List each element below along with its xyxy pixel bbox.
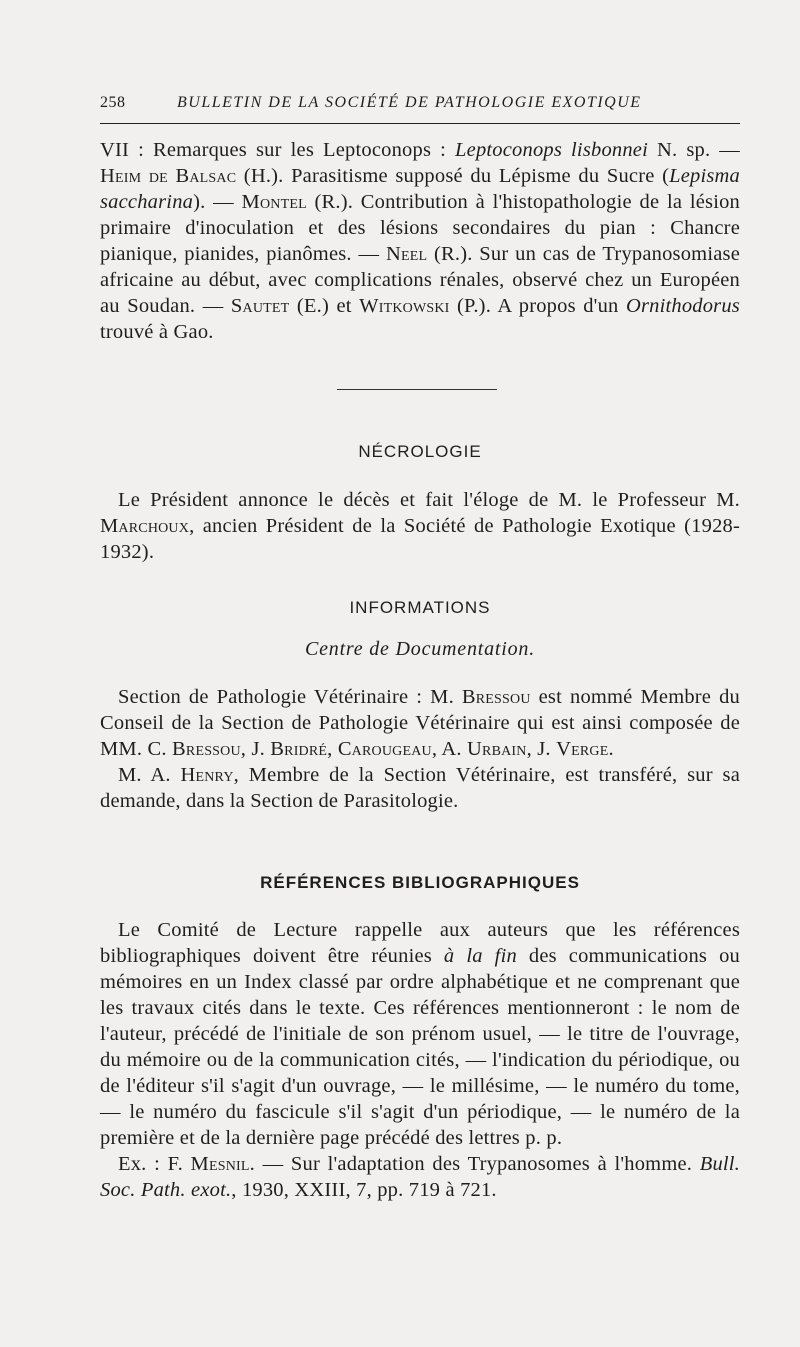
informations-paragraph-1: [100, 684, 740, 762]
text-run: , ancien Président de la Société de Pathologie Exotique (1928-1932).: [100, 515, 740, 563]
person-name: Marchoux: [100, 515, 190, 537]
person-name: Mesnil: [190, 1153, 250, 1175]
person-name: Bressou: [461, 686, 531, 708]
text-run: M. A.: [118, 764, 181, 786]
necrologie-paragraph: [100, 487, 740, 565]
necrologie-section: [100, 487, 740, 565]
references-example: [100, 1151, 740, 1203]
page-number: 258: [100, 94, 126, 111]
header-rule: [100, 123, 740, 124]
page-header: [100, 94, 740, 118]
section-separator: [337, 389, 497, 390]
text-run: , A.: [431, 738, 468, 760]
communications-list: [100, 137, 740, 345]
text-run: VII : Remarques sur les Leptoconops :: [100, 139, 456, 161]
text-run: (H.). Parasitisme supposé du Lépisme du Sucre (: [236, 165, 670, 187]
emphasis: à la fin: [443, 945, 517, 967]
necrologie-heading: NÉCROLOGIE: [358, 442, 482, 461]
references-paragraph: [100, 917, 740, 1151]
species-name: Lepisma saccharina: [100, 165, 741, 213]
text-run: Le Président annonce le décès et fait l'éloge de M. le Professeur M.: [118, 489, 740, 511]
text-run: (P.). A propos d'un: [449, 295, 626, 317]
informations-paragraph-2: [100, 762, 740, 814]
text-run: ). —: [193, 191, 242, 213]
author-name: Sautet: [230, 295, 290, 317]
text-run: est nommé Membre du Conseil de la Section de Pathologie Vétérinaire qui est ainsi composée de MM. C.: [100, 686, 740, 760]
person-name: Verge: [556, 738, 609, 760]
author-name: Witkowski: [359, 295, 450, 317]
informations-heading: INFORMATIONS: [349, 598, 491, 617]
journal-title: Bull. Soc. Path. exot.: [100, 1153, 741, 1201]
text-run: trouvé à Gao.: [100, 321, 214, 343]
text-run: Ex. : F.: [118, 1153, 191, 1175]
author-name: Heim de Balsac: [100, 165, 237, 187]
text-run: , Membre de la Section Vétérinaire, est transféré, sur sa demande, dans la Section de Parasitologie.: [100, 764, 740, 812]
text-run: , 1930, XXIII, 7, pp. 719 à 721.: [231, 1179, 497, 1201]
text-run: , J.: [526, 738, 557, 760]
author-name: Montel: [241, 191, 307, 213]
text-run: (E.) et: [289, 295, 360, 317]
text-run: Section de Pathologie Vétérinaire : M.: [118, 686, 462, 708]
text-run: , J.: [240, 738, 271, 760]
running-title: BULLETIN DE LA SOCIÉTÉ DE PATHOLOGIE EXOTIQUE: [177, 94, 642, 111]
informations-section: [100, 684, 740, 814]
references-section: [100, 917, 740, 1203]
text-run: .: [608, 738, 614, 760]
text-run: N. sp. —: [648, 139, 741, 161]
text-run: (R.). Sur un cas de Trypanosomiase africaine au début, avec complications rénales, observé chez un Européen au Soudan. —: [100, 243, 740, 317]
person-name: Urbain: [467, 738, 527, 760]
text-run: (R.). Contribution à l'histopathologie de la lésion primaire d'inoculation et des lésions secondaires du pian : Chancre pianique, pianides, pianômes. —: [100, 191, 740, 265]
person-name: Bressou: [172, 738, 241, 760]
species-name: Leptoconops lisbonnei: [455, 139, 648, 161]
text-run: des communications ou mémoires en un Index classé par ordre alphabétique et ne comprenant que les travaux cités dans le texte. Ces références mentionneront : le nom de l'auteur, précédé de l'initiale de son prénom usuel, — le titre de l'ouvrage, du mémoire ou de la communication cités, — l'indication du périodique, ou de l'éditeur s'il s'agit d'un ouvrage, — le millésime, — le numéro du tome, — le numéro du fascicule s'il s'agit d'un périodique, — le numéro de la première et de la dernière page précédé des lettres p. p.: [100, 945, 740, 1149]
communications-paragraph: [100, 137, 740, 345]
informations-subheading: Centre de Documentation.: [304, 638, 536, 660]
person-name: Bridré: [270, 738, 328, 760]
person-name: Henry: [180, 764, 234, 786]
references-heading: RÉFÉRENCES BIBLIOGRAPHIQUES: [260, 873, 580, 892]
text-run: Le Comité de Lecture rappelle aux auteurs que les références bibliographiques doivent être réunies: [100, 919, 740, 967]
person-name: Carougeau: [337, 738, 432, 760]
author-name: Neel: [385, 243, 428, 265]
text-run: . — Sur l'adaptation des Trypanosomes à l'homme.: [249, 1153, 700, 1175]
text-run: ,: [327, 738, 338, 760]
genus-name: Ornithodorus: [625, 295, 740, 317]
